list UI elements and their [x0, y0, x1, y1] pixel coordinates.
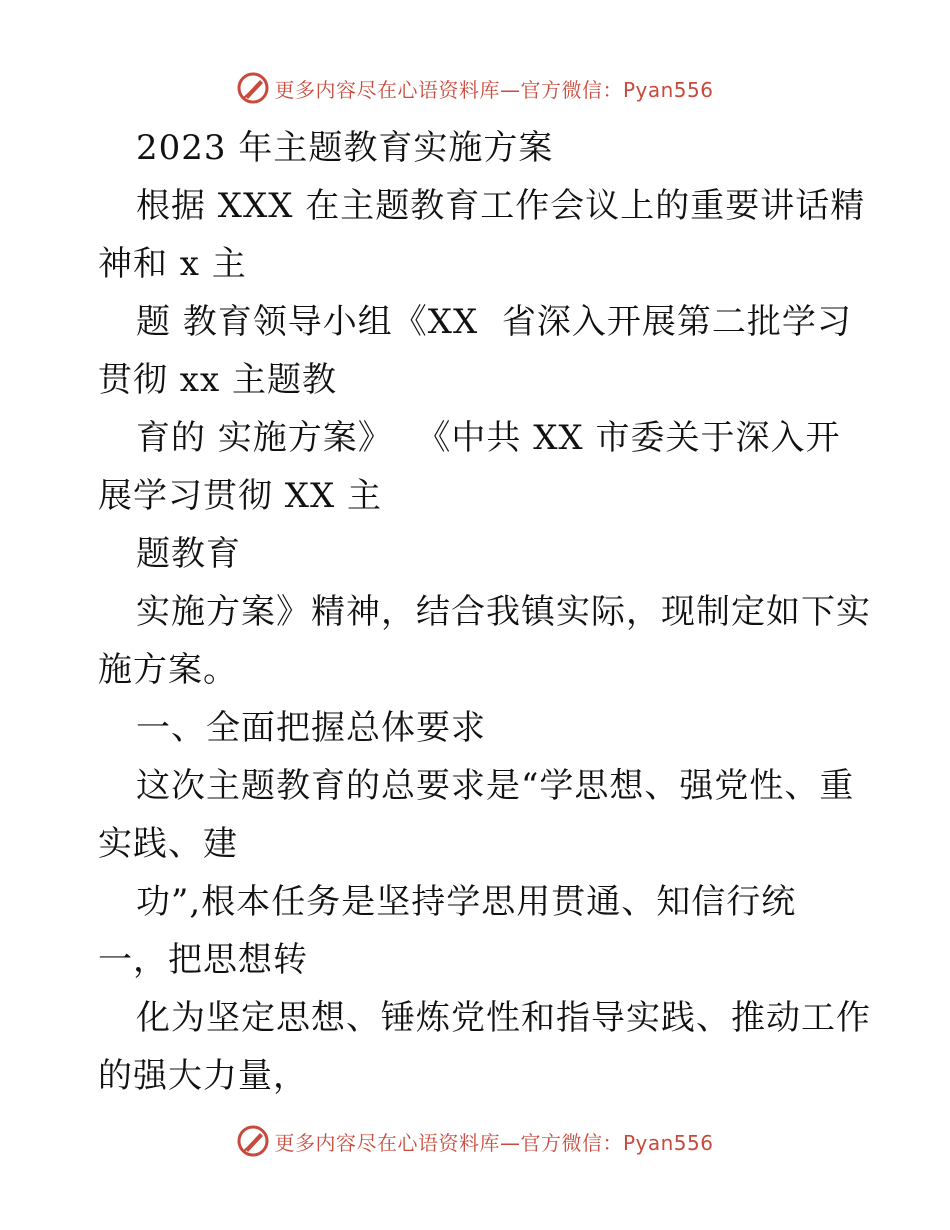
section-heading: 一、全面把握总体要求: [136, 708, 486, 748]
paragraph-line: 贯彻 xx 主题教: [98, 360, 337, 400]
watermark-text: 更多内容尽在心语资料库—官方微信：Pyan556: [274, 77, 714, 102]
paragraph-line: 题 教育领导小组《XX 省深入开展第二批学习: [136, 302, 852, 342]
paragraph-line: 这次主题教育的总要求是“学思想、强党性、重: [136, 766, 855, 806]
document-title: 2023 年主题教育实施方案: [136, 128, 554, 168]
paragraph-line: 展学习贯彻 XX 主: [98, 476, 383, 516]
quill-pen-seal-icon: [236, 1124, 270, 1158]
paragraph-line: 实施方案》精神，结合我镇实际，现制定如下实: [136, 592, 871, 632]
watermark-text: 更多内容尽在心语资料库—官方微信：Pyan556: [274, 1130, 714, 1155]
paragraph-line: 根据 XXX 在主题教育工作会议上的重要讲话精: [136, 186, 866, 226]
paragraph-line: 一，把思想转: [98, 940, 308, 980]
watermark-header: [0, 68, 950, 108]
paragraph-line: 实践、建: [98, 824, 238, 864]
paragraph-line: 化为坚定思想、锤炼党性和指导实践、推动工作: [136, 998, 871, 1038]
paragraph-line: 育的 实施方案》 《中共 XX 市委关于深入开: [136, 418, 841, 458]
paragraph-line: 题教育: [136, 534, 241, 574]
paragraph-line: 功”,根本任务是坚持学思用贯通、知信行统: [136, 882, 797, 922]
paragraph-line: 的强大力量，: [98, 1056, 308, 1096]
paragraph-line: 神和 x 主: [98, 244, 247, 284]
quill-pen-seal-icon: [236, 71, 270, 105]
paragraph-line: 施方案。: [98, 650, 238, 690]
watermark-footer: [0, 1121, 950, 1161]
